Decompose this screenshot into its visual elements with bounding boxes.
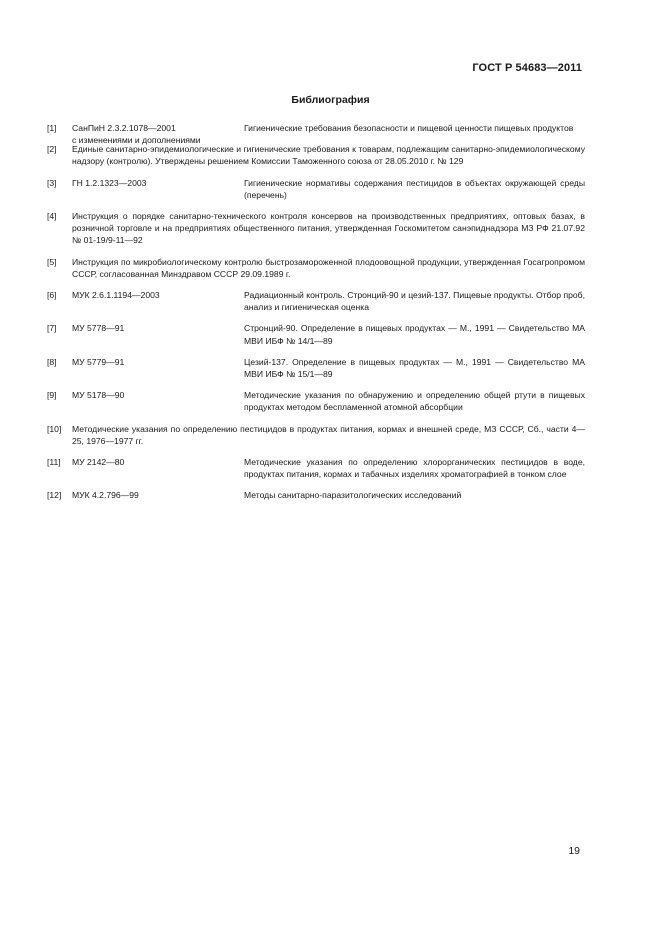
reference-number: [1] [47, 123, 57, 133]
reference-item [47, 256, 585, 280]
reference-number: [3] [47, 177, 57, 188]
reference-number: [9] [47, 390, 57, 401]
reference-document-note: с изменениями и дополнениями [72, 135, 201, 146]
reference-item [47, 177, 585, 201]
reference-item [47, 322, 585, 346]
reference-number: [6] [47, 290, 57, 301]
reference-document-code: ГН 1.2.1323—2003 [72, 177, 147, 188]
reference-text: Единые санитарно-эпидемиологические и гигиенические требования к товарам, подлежащим санитарно-эпидемиологическому надзору (контролю). Утверждены решением Комиссии Таможенного союза от 28.05.2010 г. № 129 [72, 144, 585, 167]
reference-description: Методические указания по определению хлорорганических пестицидов в воде, продуктах питания, кормах и табачных изделиях хроматографией в тонком слое [244, 457, 585, 480]
reference-description: Методические указания по обнаружению и определению общей ртути в пищевых продуктах методом беспламенной атомной абсорбции [244, 390, 585, 413]
page-title: Библиография [291, 94, 370, 106]
reference-text: Инструкция по микробиологическому контролю быстрозамороженной плодоовощной продукции, утвержденная Госагропромом СССР, согласованная Минздравом СССР 29.09.1989 г. [72, 256, 585, 279]
reference-document-code: МУ 5178—90 [72, 390, 125, 401]
reference-text: Инструкция о порядке санитарно-технического контроля консервов на производственных предприятиях, оптовых базах, в розничной торговле и на предприятиях общественного питания, утвержденная Госкомитетом санэпиднадзора МЗ РФ 21.07.92 № 01-19/9-11—92 [72, 211, 585, 246]
reference-document-code: МУК 4.2.796—99 [72, 490, 139, 501]
reference-description: Гигиенические требования безопасности и пищевой ценности пищевых продуктов [244, 123, 574, 133]
document-code: ГОСТ Р 54683—2011 [472, 62, 582, 74]
reference-number: [11] [47, 457, 61, 468]
reference-item [47, 489, 585, 501]
reference-description: Гигиенические нормативы содержания пестицидов в объектах окружающей среды (перечень) [244, 177, 585, 200]
reference-document-code: МУК 2.6.1.1194—2003 [72, 290, 160, 301]
reference-number: [4] [47, 211, 57, 222]
page-number: 19 [568, 845, 580, 857]
reference-item [47, 389, 585, 413]
reference-item [47, 289, 585, 313]
reference-number: [7] [47, 323, 57, 334]
reference-description: Радиационный контроль. Стронций-90 и цезий-137. Пищевые продукты. Отбор проб, анализ и гигиеническая оценка [244, 290, 585, 313]
reference-document-code: СанПиН 2.3.2.1078—2001 [72, 123, 176, 133]
reference-item [47, 122, 585, 146]
reference-item [47, 210, 585, 247]
reference-item [47, 143, 585, 167]
reference-document-code: МУ 2142—80 [72, 457, 125, 468]
reference-document-code: МУ 5778—91 [72, 323, 125, 334]
reference-number: [5] [47, 256, 57, 267]
reference-description: Цезий-137. Определение в пищевых продуктах — М., 1991 — Свидетельство МА МВИ ИБФ № 15/1—89 [244, 356, 585, 380]
reference-description: Стронций-90. Определение в пищевых продуктах — М., 1991 — Свидетельство МА МВИ ИБФ № 14/1—89 [244, 323, 585, 346]
bibliography-list [47, 122, 585, 511]
reference-number: [12] [47, 490, 62, 501]
reference-number: [8] [47, 356, 57, 367]
reference-document-code: МУ 5779—91 [72, 356, 125, 367]
reference-number: [10] [47, 423, 62, 434]
reference-item [47, 356, 585, 380]
reference-item [47, 423, 585, 447]
reference-number: [2] [47, 144, 57, 155]
reference-item [47, 456, 585, 480]
reference-text: Методические указания по определению пестицидов в продуктах питания, кормах и внешней среде, МЗ СССР, Сб., части 4—25, 1976—1977 гг. [72, 423, 585, 446]
reference-description: Методы санитарно-паразитологических исследований [244, 490, 462, 501]
